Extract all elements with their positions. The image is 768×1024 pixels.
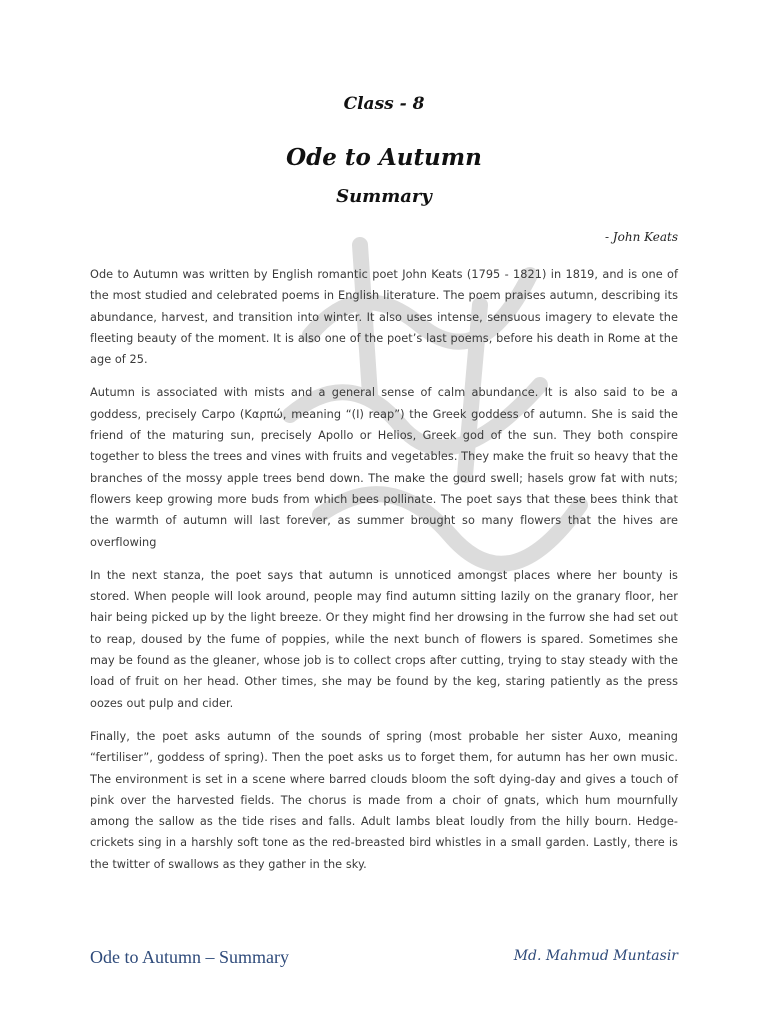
footer-title: Ode to Autumn – Summary [90,947,289,967]
author-credit: - John Keats [604,230,678,244]
paragraph-stanza-one: Autumn is associated with mists and a general sense of calm abundance. It is also said to be a goddess, precisely Carpo (Καρπώ, meaning “(I) reap”) the Greek goddess of autumn. She is said the friend of the maturing sun, precisely Apollo or Helios, Greek god of the sun. They both conspire together to bless the trees and vines with fruits and vegetables. They make the fruit so heavy that the branches of the mossy apple trees bend down. The make the gourd swell; hasels grow fat with nuts; flowers keep growing more buds from which bees pollinate. The poet says that these bees think that the warmth of autumn will last forever, as summer brought so many flowers that the hives are overflowing [90,386,678,549]
page-title: Ode to Autumn [286,144,482,171]
footer-signature: Md. Mahmud Muntasir [513,948,678,964]
page-subtitle: Summary [336,186,432,207]
summary-body [90,264,678,887]
paragraph-intro: Ode to Autumn was written by English romantic poet John Keats (1795 - 1821) in 1819, and is one of the most studied and celebrated poems in English literature. The poem praises autumn, describing its abundance, harvest, and transition into winter. It also uses intense, sensuous imagery to elevate the fleeting beauty of the moment. It is also one of the poet’s last poems, before his death in Rome at the age of 25. [90,268,678,367]
paragraph-stanza-two: In the next stanza, the poet says that autumn is unnoticed amongst places where her bounty is stored. When people will look around, people may find autumn sitting lazily on the granary floor, her hair being picked up by the light breeze. Or they might find her drowsing in the furrow she had set out to reap, doused by the fume of poppies, while the next bunch of flowers is spared. Sometimes she may be found as the gleaner, whose job is to collect crops after cutting, trying to stay steady with the load of fruit on her head. Other times, she may be found by the keg, staring patiently as the press oozes out pulp and cider. [90,568,678,710]
paragraph-stanza-three: Finally, the poet asks autumn of the sounds of spring (most probable her sister Auxo, meaning “fertiliser”, goddess of spring). Then the poet asks us to forget them, for autumn has her own music. The environment is set in a scene where barred clouds bloom the soft dying-day and gives a touch of pink over the harvested fields. The chorus is made from a choir of gnats, which hum mournfully among the sallow as the tide rises and falls. Adult lambs bleat loudly from the hilly bourn. Hedge-crickets sing in a harshly soft tone as the red-breasted bird whistles in a small garden. Lastly, there is the twitter of swallows as they gather in the sky. [90,729,678,871]
class-label: Class - 8 [343,94,425,114]
